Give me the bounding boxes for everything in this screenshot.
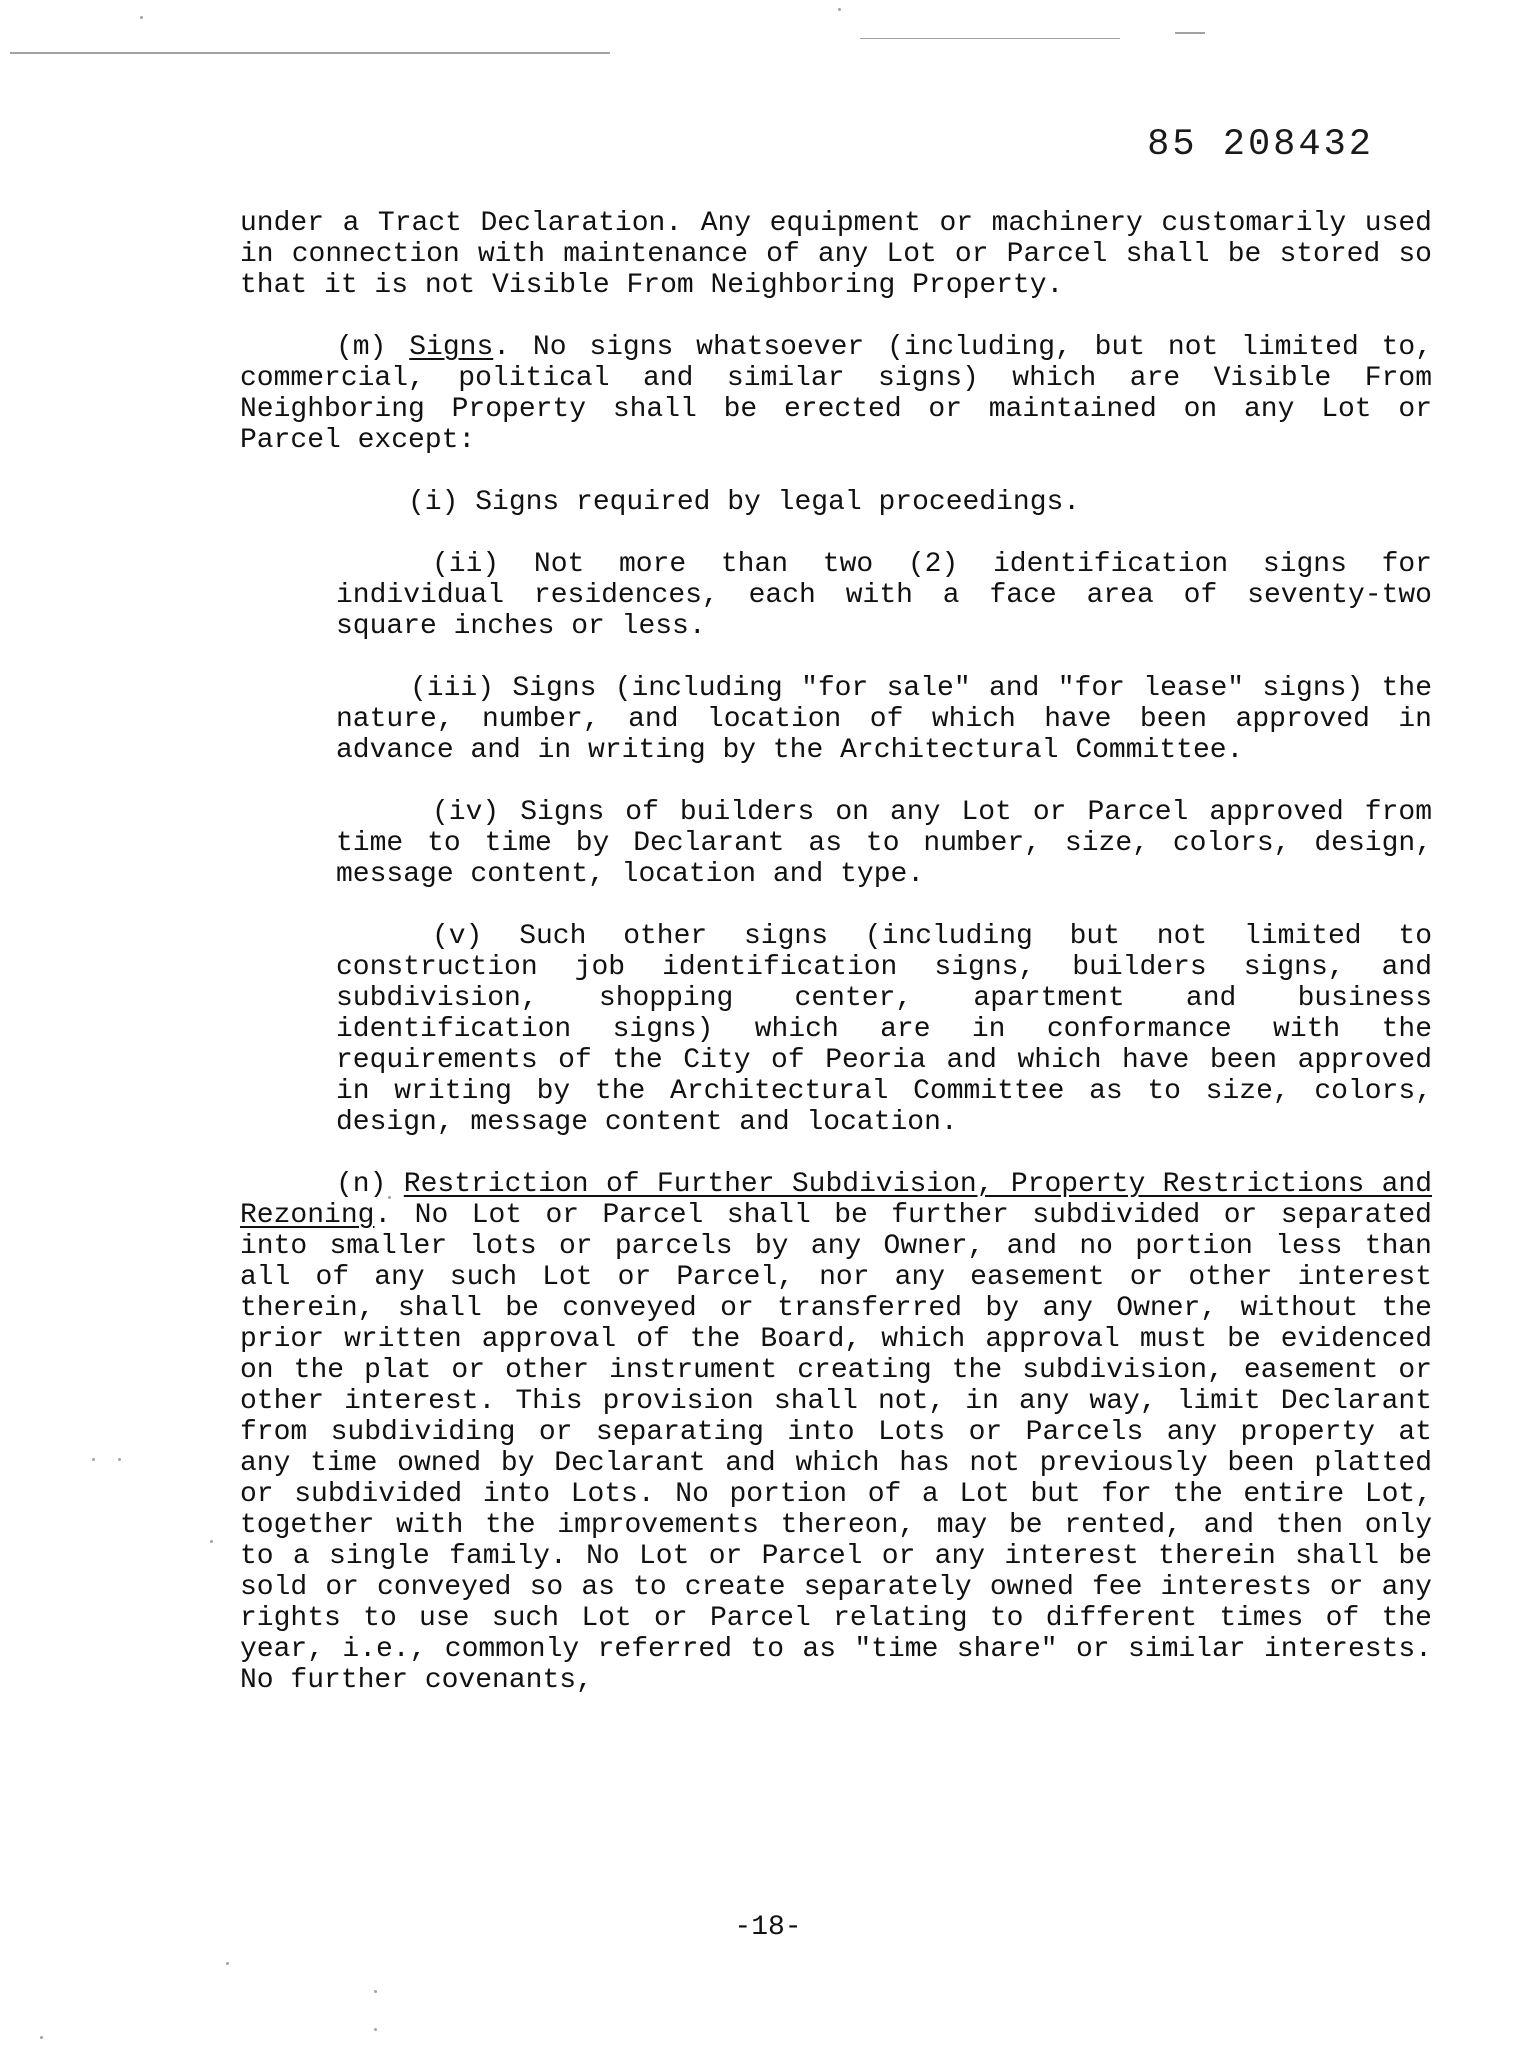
subitem-iv: (iv) Signs of builders on any Lot or Parcel approved from time to time by Declarant as to number, size, colors, design, message content, location and type. (336, 797, 1432, 890)
section-heading-restriction: Restriction of Further Subdivision, Property Restrictions and Rezoning (240, 1169, 1433, 1231)
scan-artifact-line (1175, 32, 1205, 34)
scan-speck (226, 1962, 229, 1965)
paragraph-continuation: under a Tract Declaration. Any equipment or machinery customarily used in connection with maintenance of any Lot or Parcel shall be stored so that it is not Visible From Neighboring Property. (240, 208, 1432, 301)
page-number: -18- (734, 1912, 802, 1943)
section-heading-signs: Signs (409, 332, 494, 363)
subitem-iii: (iii) Signs (including "for sale" and "for lease" signs) the nature, number, and location of which have been approved in advance and in writing by the Architectural Committee. (336, 673, 1432, 766)
scan-speck (374, 1990, 377, 1993)
subitem-i: (i) Signs required by legal proceedings. (408, 487, 1081, 518)
scan-speck (140, 16, 143, 19)
scan-artifact-line (10, 52, 610, 54)
subitem-ii: (ii) Not more than two (2) identification signs for individual residences, each with a face area of seventy-two square inches or less. (336, 549, 1432, 642)
page-body (240, 208, 1432, 1727)
scan-speck (374, 2028, 377, 2031)
section-label-m: (m) (336, 332, 387, 363)
subitem-v: (v) Such other signs (including but not limited to construction job identification signs, builders signs, and subdivision, shopping center, apartment and business identification signs) which are in conformance with the requirements of the City of Peoria and which have been approved in writing by the Architectural Committee as to size, colors, design, message content and location. (336, 921, 1432, 1138)
scan-speck (92, 1458, 95, 1461)
section-text-n: . No Lot or Parcel shall be further subdivided or separated into smaller lots or parcels by any Owner, and no portion less than all of any such Lot or Parcel, nor any easement or other interest therein, shall be conveyed or transferred by any Owner, without the prior written approval of the Board, which approval must be evidenced on the plat or other instrument creating the subdivision, easement or other interest. This provision shall not, in any way, limit Declarant from subdividing or separating into Lots or Parcels any property at any time owned by Declarant and which has not previously been platted or subdivided into Lots. No portion of a Lot but for the entire Lot, together with the improvements thereon, may be rented, and then only to a single family. No Lot or Parcel or any interest therein shall be sold or conveyed so as to create separately owned fee interests or any rights to use such Lot or Parcel relating to different times of the year, i.e., commonly referred to as "time share" or similar interests. No further covenants, (240, 1200, 1432, 1696)
section-text-m: . No signs whatsoever (including, but not limited to, commercial, political and similar signs) which are Visible From Neighboring Property shall be erected or maintained on any Lot or Parcel except: (240, 332, 1432, 456)
paragraph-m-signs (240, 332, 1432, 456)
scan-speck (40, 2036, 43, 2039)
document-recording-number: 85 208432 (1147, 124, 1374, 166)
scan-speck (838, 8, 841, 11)
scan-artifact-line (860, 38, 1120, 39)
scan-speck (210, 1540, 213, 1543)
paragraph-n-restriction (240, 1169, 1432, 1696)
scan-speck (118, 1458, 121, 1461)
section-label-n: (n) (336, 1169, 387, 1200)
